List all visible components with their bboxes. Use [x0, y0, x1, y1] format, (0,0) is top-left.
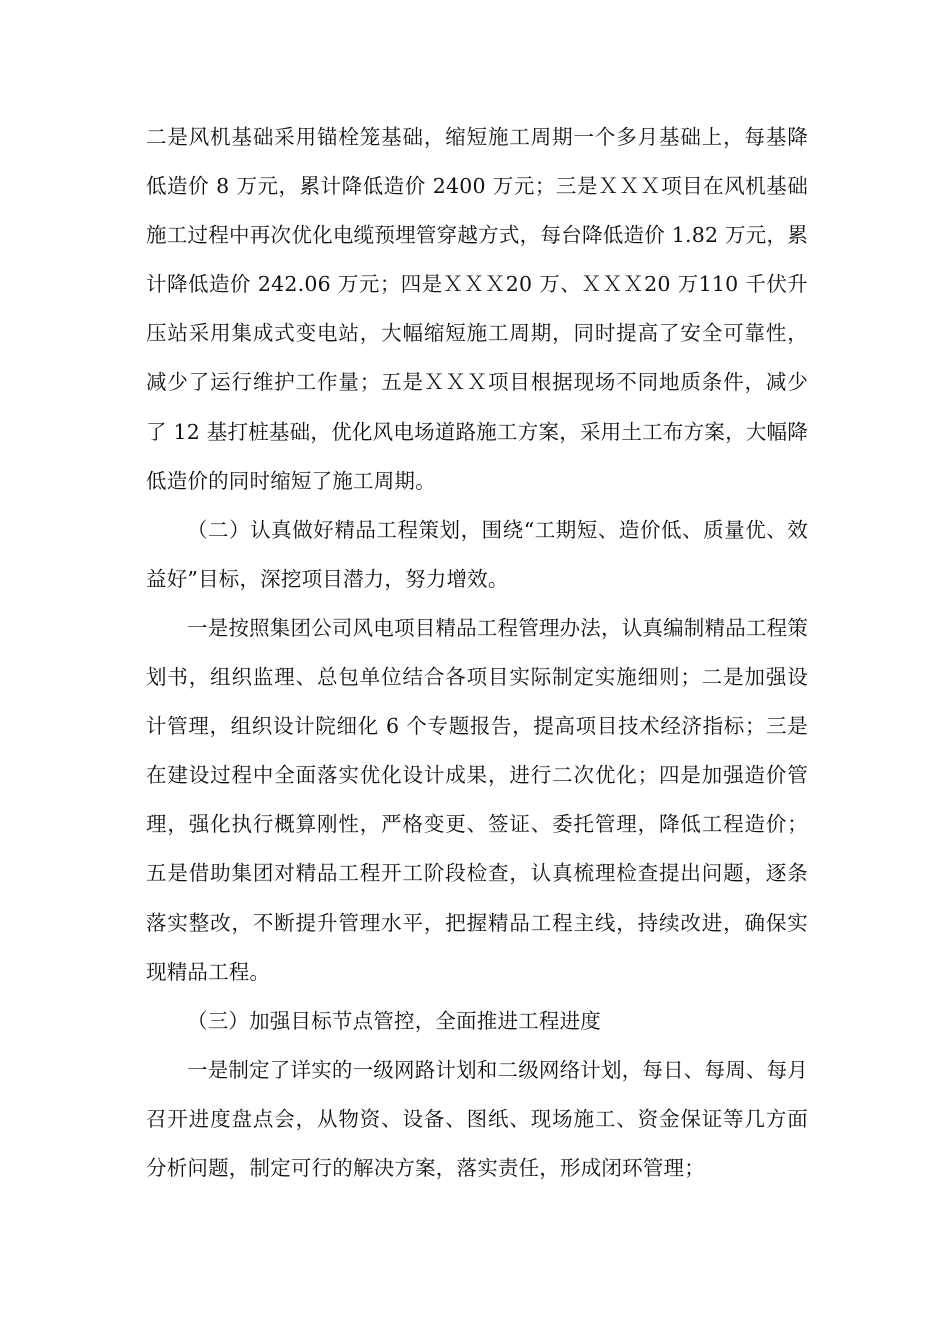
paragraph-cost-reduction-continued: 二是风机基础采用锚栓笼基础，缩短施工周期一个多月基础上，每基降低造价 8 万元，累计降低造价 2400 万元；三是ＸＸＸ项目在风机基础施工过程中再次优化电缆预埋管穿越方式，每台降低造价 1.82 万元，累计降低造价 242.06 万元；四是ＸＸＸ20 万、ＸＸＸ20 万110 千伏升压站采用集成式变电站，大幅缩短施工周期，同时提高了安全可靠性，减少了运行维护工作量；五是ＸＸＸ项目根据现场不同地质条件，减少了 12 基打桩基础，优化风电场道路施工方案，采用土工布方案，大幅降低造价的同时缩短了施工周期。 — [146, 125, 808, 493]
section-heading-2: （二）认真做好精品工程策划，围绕“工期短、造价低、质量优、效益好”目标，深挖项目潜力，努力增效。 — [146, 517, 808, 591]
section-heading-3: （三）加强目标节点管控，全面推进工程进度 — [187, 1008, 601, 1033]
document-page — [146, 113, 808, 1193]
paragraph-schedule-control: 一是制定了详实的一级网路计划和二级网络计划，每日、每周、每月召开进度盘点会，从物资、设备、图纸、现场施工、资金保证等几方面分析问题，制定可行的解决方案，落实责任，形成闭环管理； — [146, 1057, 808, 1180]
paragraph-quality-planning: 一是按照集团公司风电项目精品工程管理办法，认真编制精品工程策划书，组织监理、总包单位结合各项目实际制定实施细则；二是加强设计管理，组织设计院细化 6 个专题报告，提高项目技术经济指标；三是在建设过程中全面落实优化设计成果，进行二次优化；四是加强造价管理，强化执行概算刚性，严格变更、签证、委托管理，降低工程造价；五是借助集团对精品工程开工阶段检查，认真梳理检查提出问题，逐条落实整改，不断提升管理水平，把握精品工程主线，持续改进，确保实现精品工程。 — [146, 615, 808, 984]
